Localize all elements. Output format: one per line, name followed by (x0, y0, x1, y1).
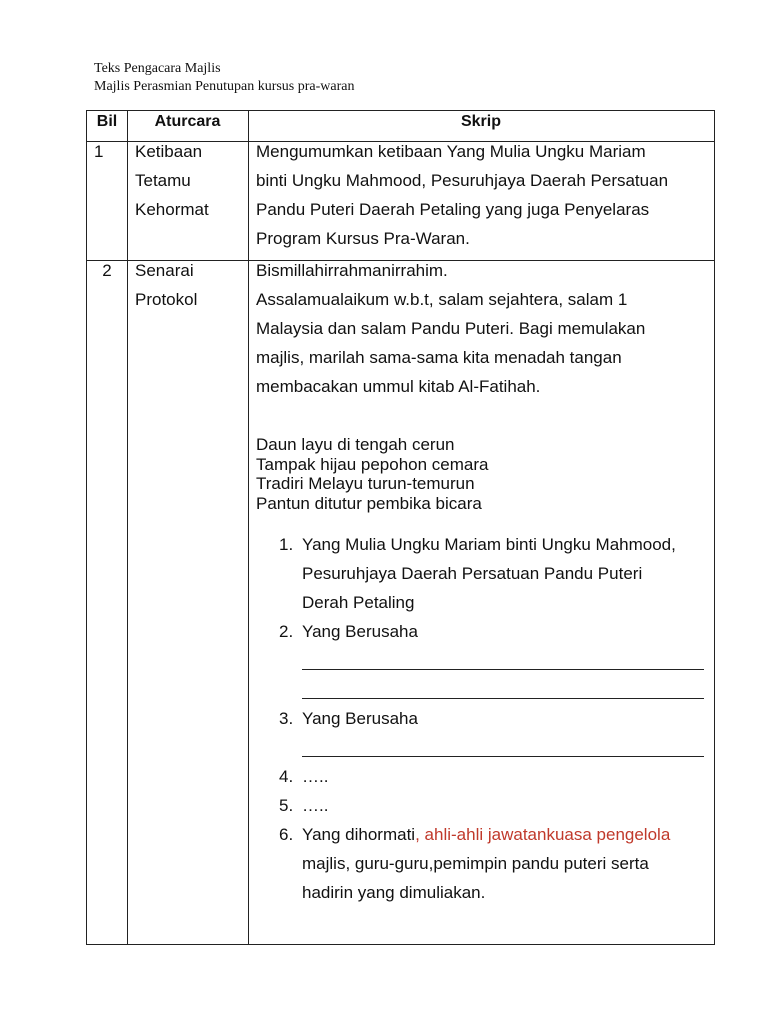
list-line (302, 820, 706, 849)
row1-bil: 1 (94, 142, 104, 161)
pantun-line: Tampak hijau pepohon cemara (256, 454, 489, 474)
programme-table (86, 110, 715, 945)
row2-bil: 2 (102, 261, 112, 280)
pantun-line: Daun layu di tengah cerun (256, 435, 455, 454)
list-line: ….. (302, 767, 329, 786)
header-title: Teks Pengacara Majlis (94, 61, 221, 76)
row2-intro (256, 256, 645, 401)
list-line: Yang Mulia Ungku Mariam binti Ungku Mahmood, (302, 535, 676, 554)
list-item (256, 530, 706, 617)
document-header (94, 60, 355, 96)
list-item (256, 791, 706, 820)
list-text: , ahli-ahli jawatankuasa pengelola (415, 825, 671, 844)
list-text: Yang dihormati (302, 825, 416, 844)
list-item (256, 762, 706, 791)
list-line: ….. (302, 796, 329, 815)
list-line: majlis, guru-guru,pemimpin pandu puteri serta (302, 854, 649, 873)
skrip-line: Malaysia dan salam Pandu Puteri. Bagi memulakan (256, 319, 646, 338)
skrip-line: Pandu Puteri Daerah Petaling yang juga Penyelaras (256, 200, 650, 219)
list-number: 6. (279, 825, 294, 844)
fill-in-blank-line (302, 646, 706, 675)
header-subtitle: Majlis Perasmian Penutupan kursus pra-waran (94, 79, 355, 94)
fill-in-blank-line (302, 675, 706, 704)
list-line: hadirin yang dimuliakan. (302, 883, 486, 902)
skrip-line: majlis, marilah sama-sama kita menadah tangan (256, 348, 622, 367)
column-header-skrip: Skrip (460, 113, 501, 130)
list-number: 5. (279, 796, 294, 815)
row1-aturcara (135, 137, 209, 224)
aturcara-line: Tetamu (135, 171, 191, 190)
list-number: 1. (279, 535, 294, 554)
list-item (256, 617, 706, 704)
aturcara-line: Kehormat (135, 200, 209, 219)
fill-in-blank-line (302, 733, 706, 762)
list-number: 3. (279, 709, 294, 728)
list-item (256, 820, 706, 907)
aturcara-line: Ketibaan (135, 142, 203, 161)
column-divider (248, 111, 249, 944)
row1-skrip (256, 137, 668, 253)
row2-aturcara (135, 256, 197, 314)
list-line: Yang Berusaha (302, 709, 418, 728)
skrip-line: Assalamualaikum w.b.t, salam sejahtera, salam 1 (256, 290, 628, 309)
aturcara-line: Protokol (135, 290, 198, 309)
column-header-bil: Bil (96, 113, 118, 130)
skrip-line: binti Ungku Mahmood, Pesuruhjaya Daerah Persatuan (256, 171, 669, 190)
list-number: 2. (279, 622, 294, 641)
pantun-line: Pantun ditutur pembika bicara (256, 493, 482, 513)
pantun-verse (256, 435, 488, 513)
skrip-line: Mengumumkan ketibaan Yang Mulia Ungku Mariam (256, 142, 646, 161)
list-line: Pesuruhjaya Daerah Persatuan Pandu Puteri (302, 564, 643, 583)
column-header-aturcara: Aturcara (154, 113, 221, 130)
list-line: Derah Petaling (302, 593, 415, 612)
protocol-list (256, 530, 706, 907)
skrip-line: Bismillahirrahmanirrahim. (256, 261, 448, 280)
pantun-line: Tradiri Melayu turun-temurun (256, 474, 475, 493)
column-divider (127, 111, 128, 944)
skrip-line: Program Kursus Pra-Waran. (256, 229, 470, 248)
aturcara-line: Senarai (135, 261, 194, 280)
list-line: Yang Berusaha (302, 622, 418, 641)
list-number: 4. (279, 767, 294, 786)
skrip-line: membacakan ummul kitab Al-Fatihah. (256, 377, 541, 396)
list-item (256, 704, 706, 762)
